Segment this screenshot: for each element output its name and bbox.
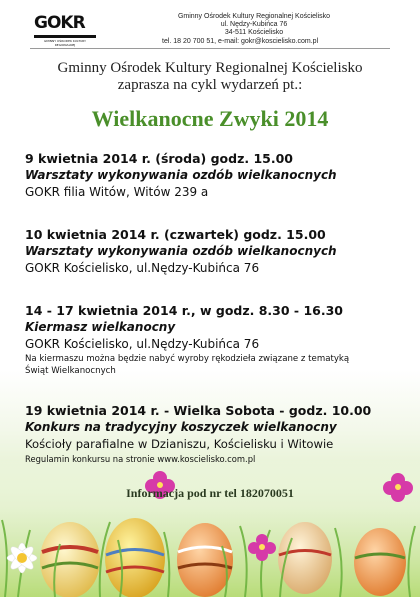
event-1 [25, 150, 410, 201]
intro-organizer: Gminny Ośrodek Kultury Regionalnej Kościelisko [57, 60, 363, 76]
intro-invite: zaprasza na cykl wydarzeń pt.: [117, 77, 303, 93]
event-name: Kiermasz wielkanocny [25, 320, 176, 334]
contact-phone-email: tel. 18 20 700 51, e-mail: gokr@koscielisko.com.pl [162, 37, 319, 45]
contact-info: Informacja pod nr tel 182070051 [126, 486, 294, 500]
logo-bar [34, 35, 96, 38]
event-place: GOKR filia Witów, Witów 239 a [25, 185, 209, 199]
header [0, 0, 420, 52]
event-name: Warsztaty wykonywania ozdób wielkanocnych [25, 168, 337, 182]
event-date: 14 - 17 kwietnia 2014 r., w godz. 8.30 - 16.30 [25, 303, 344, 318]
event-3 [25, 302, 410, 377]
event-date: 19 kwietnia 2014 r. - Wielka Sobota - godz. 10.00 [25, 403, 372, 418]
contact-org: Gminny Ośrodek Kultury Regionalnej Kościelisko [177, 13, 331, 20]
contact-block [150, 13, 358, 46]
event-name: Konkurs na tradycyjny koszyczek wielkanocny [25, 420, 337, 434]
event-regulamin: Regulamin konkursu na stronie www.koscielisko.com.pl [25, 454, 256, 464]
event-place: GOKR Kościelisko, ul.Nędzy-Kubińca 76 [25, 337, 260, 351]
poster-title: Wielkanocne Zwyki 2014 [91, 106, 329, 131]
contact-postcode: 34-511 Kościelisko [224, 29, 284, 37]
event-place: Kościoły parafialne w Dzianiszu, Kościelisku i Witowie [25, 437, 334, 451]
event-place: GOKR Kościelisko, ul.Nędzy-Kubińca 76 [25, 261, 260, 275]
contact-street: ul. Nędzy-Kubińca 76 [220, 21, 288, 29]
logo-mark: GOKR [34, 13, 85, 33]
logo-subtext: GMINNY OŚRODEK KULTURY REGIONALNEJ [43, 39, 86, 47]
header-divider [30, 48, 390, 49]
event-4 [25, 402, 410, 465]
event-date: 10 kwietnia 2014 r. (czwartek) godz. 15.00 [25, 227, 326, 242]
intro [0, 60, 420, 94]
event-2 [25, 226, 410, 277]
easter-eggs-grass-illustration [0, 460, 420, 597]
event-note: Na kiermaszu można będzie nabyć wyroby rękodzieła związane z tematyką Świąt Wielkanocnych [25, 354, 350, 376]
gokr-logo [34, 13, 96, 47]
event-name: Warsztaty wykonywania ozdób wielkanocnych [25, 244, 337, 258]
event-date: 9 kwietnia 2014 r. (środa) godz. 15.00 [25, 151, 293, 166]
